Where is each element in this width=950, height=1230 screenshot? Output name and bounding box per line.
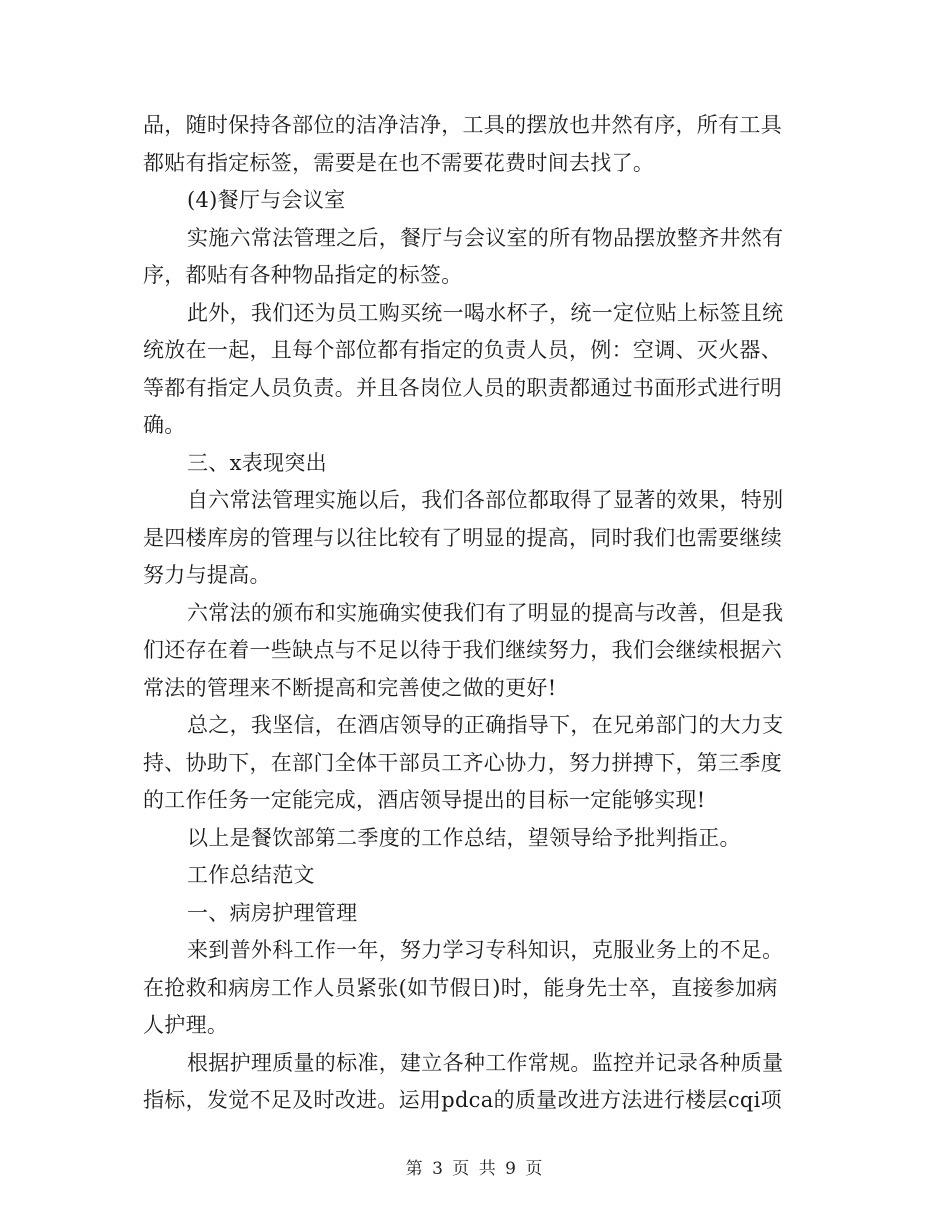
text-line: 来到普外科工作一年，努力学习专科知识，克服业务上的不足。	[187, 938, 784, 962]
text-line: 实施六常法管理之后，餐厅与会议室的所有物品摆放整齐井然有	[187, 225, 784, 250]
text-line: 总之，我坚信，在酒店领导的正确指导下，在兄弟部门的大力支	[187, 713, 784, 737]
text-line: 在抢救和病房工作人员紧张(如节假日)时，能身先士卒，直接参加病	[143, 975, 778, 1000]
text-line: 自六常法管理实施以后，我们各部位都取得了显著的效果，特别	[187, 488, 784, 512]
section-heading: (4)餐厅与会议室	[187, 188, 346, 212]
text-line: 品，随时保持各部位的洁净洁净，工具的摆放也井然有序，所有工具	[143, 113, 782, 137]
text-line: 人护理。	[143, 1013, 229, 1037]
text-line: 以上是餐饮部第二季度的工作总结，望领导给予批判指正。	[187, 825, 741, 850]
text-line: 根据护理质量的标准，建立各种工作常规。监控并记录各种质量	[187, 1050, 784, 1075]
text-line: 统放在一起，且每个部位都有指定的负责人员，例：空调、灭火器、	[143, 338, 782, 362]
text-line: 持、协助下，在部门全体干部员工齐心协力，努力拼搏下，第三季度	[143, 750, 782, 775]
text-line: 常法的管理来不断提高和完善使之做的更好!	[143, 675, 557, 700]
text-line: 都贴有指定标签，需要是在也不需要花费时间去找了。	[143, 150, 655, 175]
text-line: 序，都贴有各种物品指定的标签。	[143, 263, 463, 287]
text-line: 此外，我们还为员工购买统一喝水杯子，统一定位贴上标签且统	[187, 300, 784, 325]
text-line: 的工作任务一定能完成，酒店领导提出的目标一定能够实现!	[143, 788, 706, 812]
text-line: 等都有指定人员负责。并且各岗位人员的职责都通过书面形式进行明	[143, 375, 782, 400]
text-line: 们还存在着一些缺点与不足以待于我们继续努力，我们会继续根据六	[143, 638, 782, 662]
document-body	[143, 107, 803, 1120]
document-title: 工作总结范文	[187, 863, 315, 887]
text-line: 确。	[143, 413, 186, 437]
text-line: 六常法的颁布和实施确实使我们有了明显的提高与改善，但是我	[187, 600, 784, 625]
text-line: 努力与提高。	[143, 563, 271, 587]
section-heading: 一、病房护理管理	[187, 900, 358, 925]
page-number-footer: 第 3 页 共 9 页	[405, 1159, 545, 1179]
text-line: 是四楼库房的管理与以往比较有了明显的提高，同时我们也需要继续	[143, 525, 782, 550]
text-line: 指标，发觉不足及时改进。运用pdca的质量改进方法进行楼层cqi项	[143, 1088, 782, 1112]
section-heading: 三、x表现突出	[187, 450, 327, 475]
